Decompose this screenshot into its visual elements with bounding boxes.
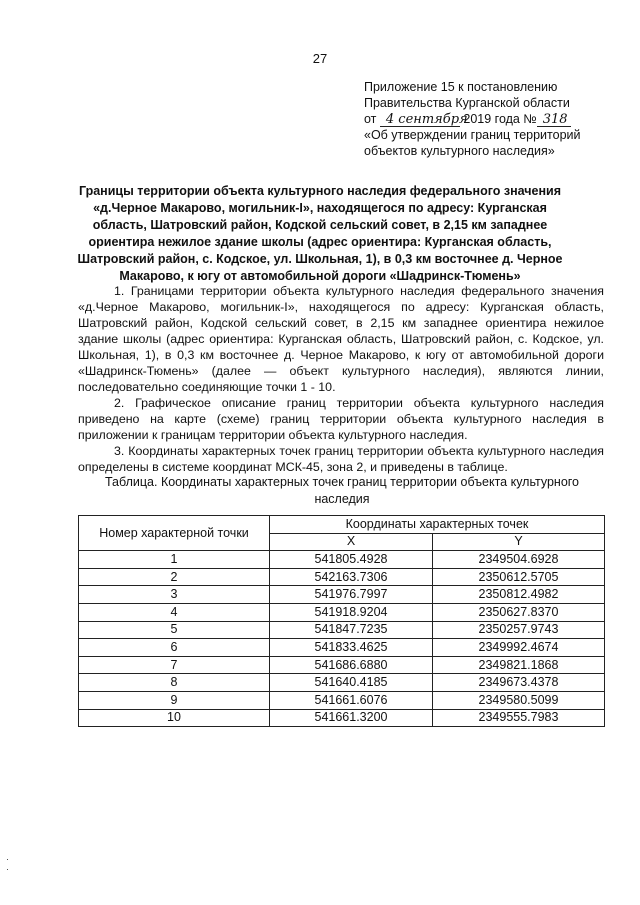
paragraph-3: 3. Координаты характерных точек границ территории объекта культурного наследия определены в системе координат МСК-45, зона 2, и приведены в таблице. (78, 444, 604, 474)
appendix-block (364, 79, 624, 159)
table-caption: Таблица. Координаты характерных точек границ территории объекта культурного наследия (104, 475, 580, 506)
point-number-cell: 10 (79, 709, 270, 727)
point-number-cell: 3 (79, 586, 270, 604)
point-number-cell: 5 (79, 621, 270, 639)
handwritten-number: 318 (537, 114, 571, 127)
y-coordinate-cell: 2349555.7983 (433, 709, 605, 727)
x-coordinate-cell: 541976.7997 (270, 586, 433, 604)
paragraph-2: 2. Графическое описание границ территории объекта культурного наследия приведено на карте (схеме) границ территории объекта культурного наследия в приложении к границам территории объекта культурного наследия. (78, 396, 604, 442)
table-row (79, 603, 605, 621)
appendix-line-1: Приложение 15 к постановлению (364, 80, 558, 94)
table-row (79, 586, 605, 604)
page-number: 27 (312, 51, 328, 66)
y-coordinate-cell: 2350627.8370 (433, 603, 605, 621)
y-coordinate-cell: 2350812.4982 (433, 586, 605, 604)
table-row (79, 639, 605, 657)
x-coordinate-cell: 541847.7235 (270, 621, 433, 639)
x-coordinate-cell: 541805.4928 (270, 551, 433, 569)
table-body (79, 551, 605, 727)
table-row (79, 656, 605, 674)
header-y: Y (433, 533, 605, 551)
x-coordinate-cell: 541918.9204 (270, 603, 433, 621)
table-row (79, 621, 605, 639)
x-coordinate-cell: 541686.6880 (270, 656, 433, 674)
x-coordinate-cell: 542163.7306 (270, 568, 433, 586)
table-row (79, 674, 605, 692)
point-number-cell: 7 (79, 656, 270, 674)
point-number-cell: 4 (79, 603, 270, 621)
body-text (78, 283, 604, 475)
table-row (79, 691, 605, 709)
coordinates-table (78, 515, 605, 727)
y-coordinate-cell: 2350257.9743 (433, 621, 605, 639)
point-number-cell: 8 (79, 674, 270, 692)
y-coordinate-cell: 2349673.4378 (433, 674, 605, 692)
appendix-date-line (364, 111, 624, 127)
header-point-number: Номер характерной точки (79, 516, 270, 551)
appendix-line-4: «Об утверждении границ территорий (364, 128, 581, 142)
y-coordinate-cell: 2349580.5099 (433, 691, 605, 709)
table-row (79, 568, 605, 586)
appendix-from-prefix: от (364, 112, 377, 126)
appendix-line-2: Правительства Курганской области (364, 96, 570, 110)
x-coordinate-cell: 541661.3200 (270, 709, 433, 727)
y-coordinate-cell: 2349821.1868 (433, 656, 605, 674)
y-coordinate-cell: 2349992.4674 (433, 639, 605, 657)
header-coordinates: Координаты характерных точек (270, 516, 605, 534)
margin-mark: · · (6, 854, 9, 874)
paragraph-1: 1. Границами территории объекта культурного наследия федерального значения «д.Черное Макарово, могильник-I», находящегося по адресу: Курганская область, Шатровский район, Кодской сельский совет, в 2,15 км западнее ориентира нежилое здание школы (адрес ориентира: Курганская область, Шатровский район, с. Кодское, ул. Школьная, 1), в 0,3 км восточнее д. Черное Макарово, к югу от автомобильной дороги «Шадринск-Тюмень» (далее — объект культурного наследия), являются линии, последовательно соединяющие точки 1 - 10. (78, 284, 604, 394)
appendix-year-text: 2019 года № (463, 112, 537, 126)
x-coordinate-cell: 541640.4185 (270, 674, 433, 692)
handwritten-date: 4 сентября (380, 114, 460, 127)
table-row (79, 551, 605, 569)
x-coordinate-cell: 541661.6076 (270, 691, 433, 709)
point-number-cell: 1 (79, 551, 270, 569)
y-coordinate-cell: 2350612.5705 (433, 568, 605, 586)
appendix-line-5: объектов культурного наследия» (364, 144, 555, 158)
y-coordinate-cell: 2349504.6928 (433, 551, 605, 569)
document-title: Границы территории объекта культурного наследия федерального значения «д.Черное Макарово, могильник-I», находящегося по адресу: Курганская область, Шатровский район, Кодской сельский совет, в 2,15 км западнее ориентира нежилое здание школы (адрес ориентира: Курганская область, Шатровский район, с. Кодское, ул. Школьная, 1), в 0,3 км восточнее д. Черное Макарово, к югу от автомобильной дороги «Шадринск-Тюмень» (77, 184, 563, 283)
table-row (79, 709, 605, 727)
point-number-cell: 6 (79, 639, 270, 657)
x-coordinate-cell: 541833.4625 (270, 639, 433, 657)
header-x: X (270, 533, 433, 551)
point-number-cell: 9 (79, 691, 270, 709)
point-number-cell: 2 (79, 568, 270, 586)
